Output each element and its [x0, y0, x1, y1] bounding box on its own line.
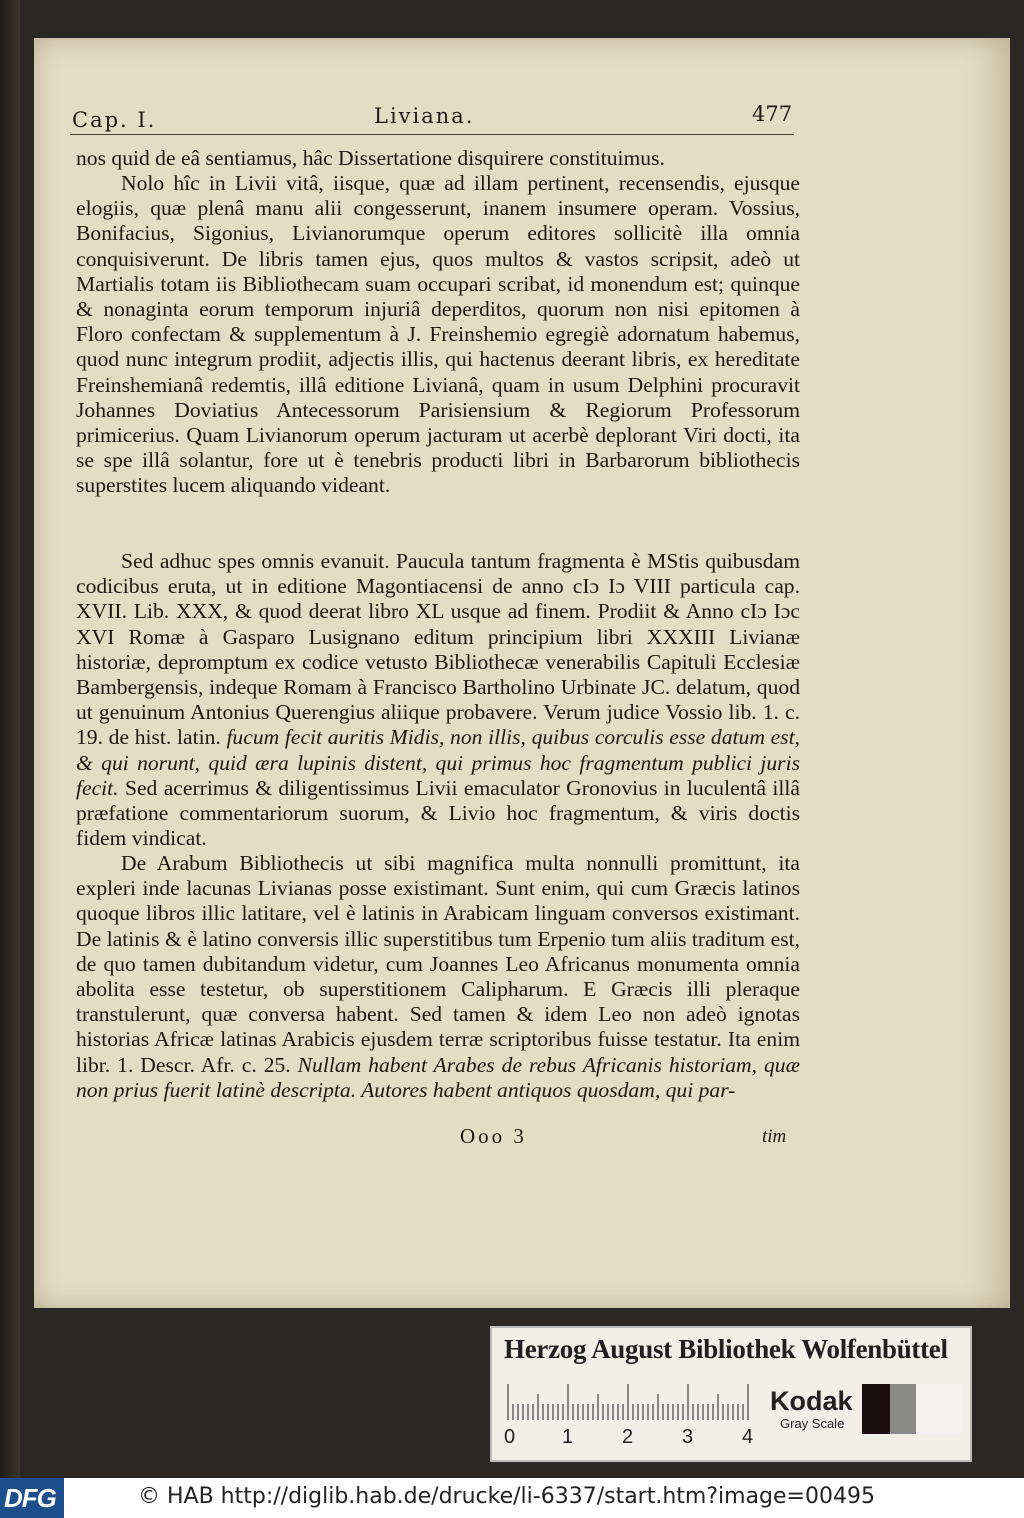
paragraph-3-text-b: Sed acerrimus & diligentissimus Livii emaculator Gronovius in luculentâ illâ præfatione commentariorum suorum, & Livio hoc fragmentum, & viris doctis fidem vindicat.	[76, 775, 800, 851]
paragraph-2	[76, 171, 800, 499]
book-gutter	[0, 0, 20, 1478]
ruler-numbers	[500, 1426, 760, 1452]
viewer-footer	[0, 1478, 1024, 1518]
paragraph-3-quote: fucum fecit auritis Midis, non illis, quibus corculis esse datum est, & qui norunt, quid æra lupinis distent, qui primus hoc fragmentum publici juris fecit.	[76, 725, 800, 800]
ruler-number-1: 1	[562, 1426, 574, 1448]
paragraph-4	[76, 851, 800, 1103]
paragraph-4-quote: Nullam habent Arabes de rebus Africanis historiam, quæ non prius fuerit latinè descripta. Autores habent antiquos quosdam, qui par-	[76, 1052, 800, 1102]
swatch-light	[916, 1384, 962, 1434]
paragraph-3-text-a: Sed adhuc spes omnis evanuit. Paucula tantum fragmenta è MStis quibusdam codicibus eruta, ut in editione Magontiacensi de anno cIɔ Iɔ VIII particula cap. XVII. Lib. XXX, & quod deerat libro XL usque ad finem. Prodiit & Anno cIɔ Iɔc XVI Romæ à Gasparo Lusignano editum principium libri XXXIII Livianæ historiæ, depromptum ex codice vetusto Bibliothecæ venerabilis Capituli Ecclesiæ Bambergensis, indeque Romam à Francisco Bartholino Urbinate JC. delatum, quod ut genuinum Antonius Querengius aliique probavere. Verum judice Vossio lib. 1. c. 19. de hist. latin.	[76, 549, 800, 750]
swatch-mid	[890, 1384, 916, 1434]
ruler-number-4: 4	[742, 1426, 754, 1448]
page-number: 477	[752, 102, 793, 126]
paragraph-4-text-a: De Arabum Bibliothecis ut sibi magnifica multa nonnulli promittunt, ita expleri inde lacunas Livianas posse existimant. Sunt enim, qui cum Græcis latinos quoque libros illic latitare, vel è latinis in Arabicam linguam conversos existimant. De latinis & è latino conversis illic superstitibus tum Erpenio tum aliis traditum est, de quo tamen dubitandum videtur, cum Joannes Leo Africanus monumenta omnia abolita esse testetur, ob superstitionem Calipharum. E Græcis illi pleraque transtulerunt, quæ conversa habent. Sed tamen & idem Leo non adeò ignotas historias Africæ latinas Arabicis ejusdem terræ scriptoribus fuisse testatur. Ita enim libr. 1. Descr. Afr. c. 25.	[76, 851, 800, 1077]
running-head-chapter: Cap. I.	[72, 108, 157, 132]
paragraph-3	[76, 549, 800, 851]
dfg-logo-text: DFG	[4, 1483, 56, 1513]
signature-mark: Ooo 3	[460, 1124, 527, 1148]
ruler-number-2: 2	[622, 1426, 634, 1448]
grayscale-label: Gray Scale	[780, 1416, 845, 1431]
library-name: Herzog August Bibliothek Wolfenbüttel	[504, 1334, 948, 1364]
running-head-title: Liviana.	[374, 104, 475, 128]
header-rule	[70, 134, 794, 135]
copyright-link[interactable]: © HAB http://diglib.hab.de/drucke/li-6337/start.htm?image=00495	[138, 1484, 875, 1509]
dfg-logo[interactable]	[0, 1478, 64, 1518]
paragraph-1-text: nos quid de eâ sentiamus, hâc Dissertatione disquirere constituimus.	[76, 146, 665, 170]
ruler-number-0: 0	[504, 1426, 516, 1448]
paragraph-2-text: Nolo hîc in Livii vitâ, iisque, quæ ad illam pertinent, recensendis, ejusque elogiis, quæ plenâ manu alii congesserunt, inanem insumere operam. Vossius, Bonifacius, Sigonius, Livianorumque operum editores sollicitè illa omnia conquisiverunt. De libris tamen ejus, quos multos & vastos scripsit, adeò ut Martialis totam iis Bibliothecam suam occupari scribat, id monendum est; quinque & nonaginta eorum temporum injuriâ deperditos, quorum non nisi epitomen à Floro confectam & supplementum à J. Freinshemio egregiè adornatum habemus, quod nunc integrum prodiit, adjectis illis, qui hactenus deerant libris, ex hereditate Freinshemianâ redemtis, illâ editione Livianâ, quam in usum Delphini procuravit Johannes Doviatius Antecessorum Parisiensium & Regiorum Professorum primicerius. Quam Livianorum operum jacturam ut acerbè deplorant Viri docti, ita se spe illâ solantur, fore ut è tenebris producti libri in Barbarorum bibliothecis superstites lucem aliquando videant.	[76, 171, 800, 498]
ruler-number-3: 3	[682, 1426, 694, 1448]
color-calibration-card	[490, 1326, 972, 1462]
catchword: tim	[762, 1126, 787, 1147]
gray-swatches	[862, 1384, 962, 1434]
measurement-ruler	[506, 1380, 752, 1420]
kodak-brand: Kodak	[770, 1386, 853, 1416]
paragraph-1	[76, 146, 800, 171]
swatch-dark	[862, 1384, 890, 1434]
